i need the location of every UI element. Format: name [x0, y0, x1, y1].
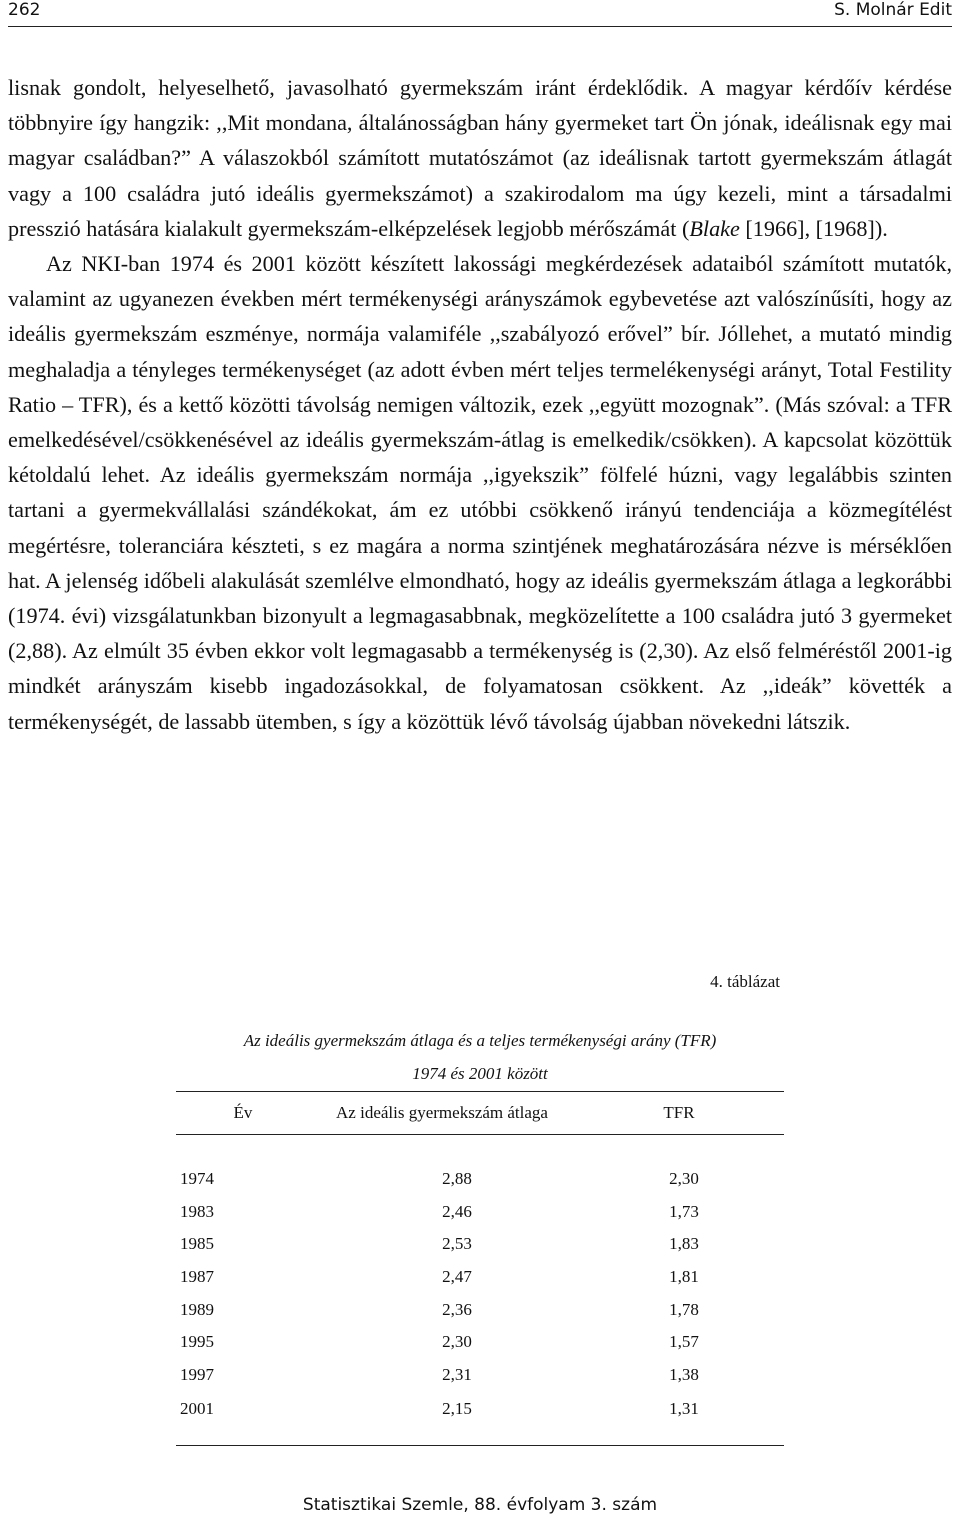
table-number: 4. táblázat [710, 972, 780, 991]
cell-tfr: 1,38 [669, 1364, 699, 1384]
table-header-row [176, 1092, 784, 1135]
cell-year: 1983 [180, 1201, 214, 1221]
cell-ideal: 2,47 [442, 1267, 472, 1287]
cell-tfr: 2,30 [669, 1169, 699, 1189]
cell-ideal: 2,31 [442, 1364, 472, 1384]
table-title-line-2: 1974 és 2001 között [412, 1064, 548, 1083]
cell-ideal: 2,88 [442, 1169, 472, 1189]
table-row [176, 1326, 784, 1359]
cell-year: 2001 [176, 1391, 310, 1446]
table-row [176, 1228, 784, 1261]
paragraph-2: Az NKI-ban 1974 és 2001 között készített lakossági megkérdezések adataiból számított mutatók, valamint az ugyanezen években mért termékenységi arányszámok egybevetése azt valószínűsíti, hogy az ideális gyermekszám eszménye, normája valamiféle ,,szabályozó erővel” bír. Jóllehet, a mutató mindig meghaladja a tényleges termékenységet (az adott évben mért teljes termelékenységi arányt, Total Festility Ratio – TFR), és a kettő közötti távolság nemigen változik, ezek ,,együtt mozognak”. (Más szóval: a TFR emelkedésével/csökkenésével az ideális gyermekszám-átlag is emelkedik/csökken). A kapcsolat közöttük kétoldalú lehet. Az ideális gyermekszám normája ,,igyekszik” fölfelé húzni, vagy legalábbis szinten tartani a gyermekvállalási szándékokat, ám ez utóbbi csökkenő irányú tendenciája a közmegítélést megértésre, toleranciára készteti, s ez magára a norma szintjének meghatározására nézve is mérséklően hat. A jelenség időbeli alakulását szemlélve elmondható, hogy az ideális gyermekszám átlaga a legkorábbi (1974. évi) vizsgálatunkban bizonyult a legmagasabbnak, megközelítette a 100 családra jutó 3 gyermeket (2,88). Az elmúlt 35 évben ekkor volt legmagasabb a termékenység is (2,30). Az első felméréstől 2001-ig mindkét arányszám kisebb ingadozásokkal, de folyamatosan csökkent. Az ,,ideák” követték a termékenységét, de lassabb ütemben, s így a közöttük lévő távolság újabban növekedni látszik. [8, 251, 952, 734]
cell-tfr: 1,31 [574, 1391, 784, 1446]
cell-year: 1974 [180, 1169, 214, 1189]
page-footer: Statisztikai Szemle, 88. évfolyam 3. szám [302, 1495, 658, 1515]
cell-tfr: 1,78 [669, 1299, 699, 1319]
cell-ideal: 2,30 [442, 1332, 472, 1352]
cell-tfr: 1,73 [669, 1201, 699, 1221]
citation-author: Blake [689, 215, 740, 241]
header-year: Év [176, 1092, 310, 1135]
page-number: 262 [8, 0, 41, 20]
table-spacer [176, 1135, 784, 1164]
paragraph-1-end: [1966], [1968]). [739, 215, 888, 241]
table-row [176, 1293, 784, 1326]
cell-ideal: 2,36 [442, 1299, 472, 1319]
table-title-line-1: Az ideális gyermekszám átlaga és a teljes termékenységi arány (TFR) [243, 1031, 717, 1050]
cell-year: 1989 [180, 1299, 214, 1319]
cell-year: 1987 [180, 1267, 214, 1287]
cell-tfr: 1,83 [669, 1234, 699, 1254]
page-header [8, 0, 952, 27]
table-row [176, 1391, 784, 1446]
cell-ideal: 2,46 [442, 1201, 472, 1221]
table-title [176, 1024, 784, 1090]
table-row [176, 1163, 784, 1196]
cell-ideal: 2,15 [310, 1391, 574, 1446]
header-ideal-average: Az ideális gyermekszám átlaga [310, 1092, 574, 1135]
body-text [8, 70, 952, 739]
table-row [176, 1359, 784, 1392]
cell-tfr: 1,57 [669, 1332, 699, 1352]
cell-year: 1997 [180, 1364, 214, 1384]
table-row [176, 1196, 784, 1229]
running-head: S. Molnár Edit [834, 0, 952, 20]
cell-ideal: 2,53 [442, 1234, 472, 1254]
paragraph-1-text: lisnak gondolt, helyeselhető, javasolható gyermekszám iránt érdeklődik. A magyar kérdőív kérdése többnyire így hangzik: ,,Mit mondana, általánosságban hány gyermeket tart Ön jónak, ideálisnak egy mai magyar családban?” A válaszokból számított mutatószámot (az ideálisnak tartott gyermekszám átlagát vagy a 100 családra jutó ideális gyermekszámot) a szakirodalom ma úgy kezeli, mint a társadalmi presszió hatására kialakult gyermekszám-elképzelések legjobb mérőszámát ( [8, 75, 952, 241]
paragraph-1 [8, 70, 952, 246]
cell-year: 1995 [180, 1332, 214, 1352]
header-tfr: TFR [574, 1092, 784, 1135]
cell-tfr: 1,81 [669, 1267, 699, 1287]
cell-year: 1985 [180, 1234, 214, 1254]
data-table [176, 1091, 784, 1446]
table-row [176, 1261, 784, 1294]
